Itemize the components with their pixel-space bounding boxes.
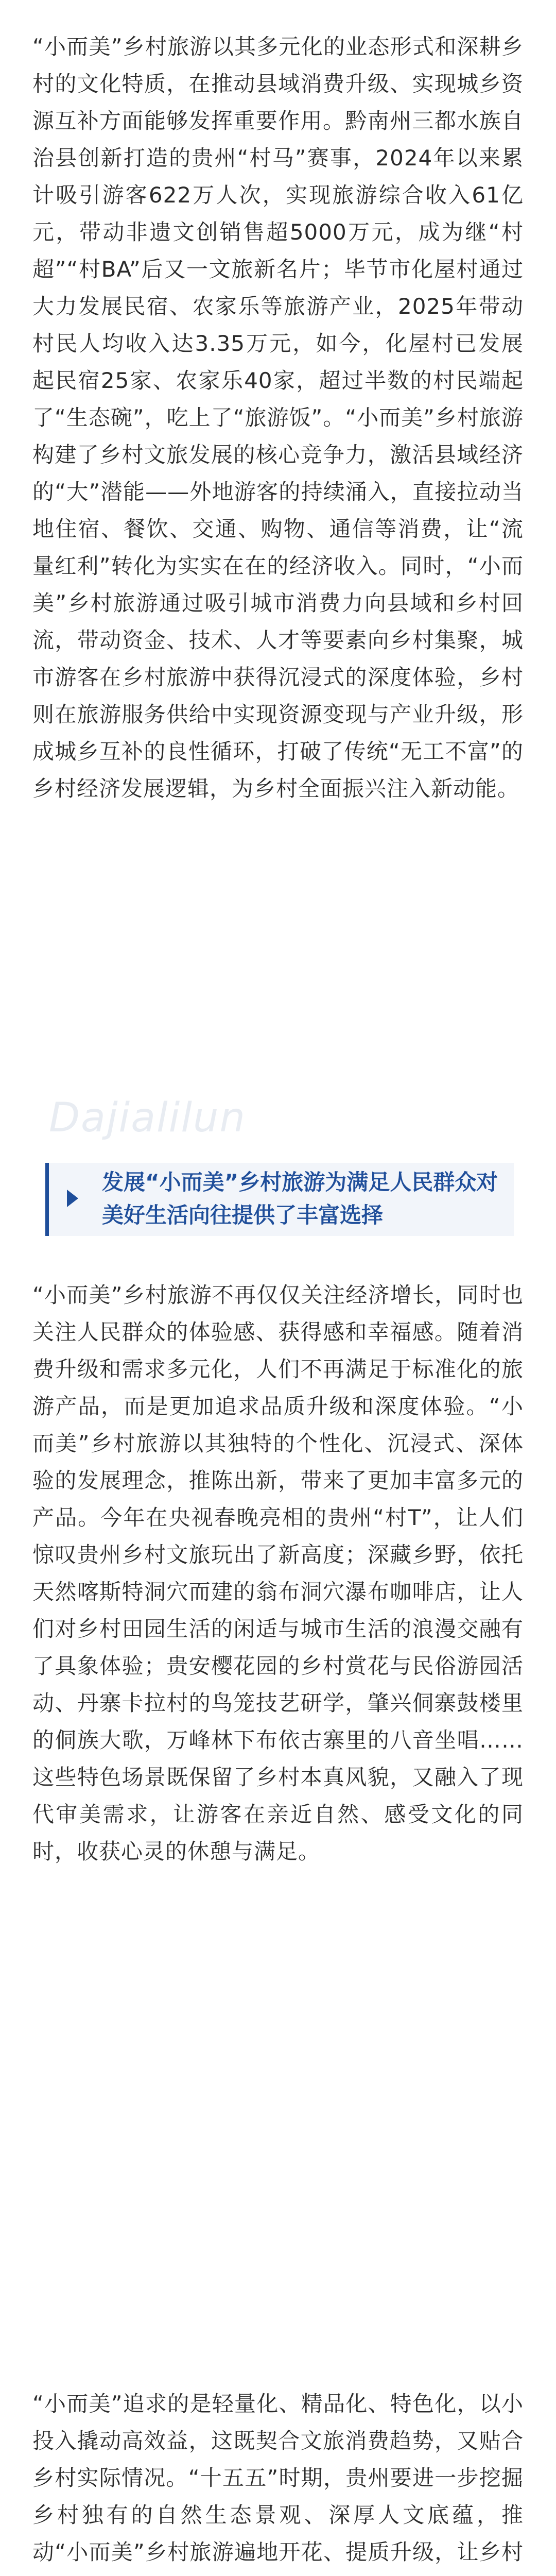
watermark-1: Dajialilun (49, 1095, 246, 1141)
paragraph-1: “小而美”乡村旅游以其多元化的业态形式和深耕乡村的文化特质，在推动县域消费升级、实现城乡资源互补方面能够发挥重要作用。黔南州三都水族自治县创新打造的贵州“村马”赛事，2024年以来累计吸引游客622万人次，实现旅游综合收入61亿元，带动非遗文创销售超5000万元，成为继“村超”“村BA”后又一文旅新名片；毕节市化屋村通过大力发展民宿、农家乐等旅游产业，2025年带动村民人均收入达3.35万元，如今，化屋村已发展起民宿25家、农家乐40家，超过半数的村民端起了“生态碗”，吃上了“旅游饭”。“小而美”乡村旅游构建了乡村文旅发展的核心竞争力，激活县域经济的“大”潜能——外地游客的持续涌入，直接拉动当地住宿、餐饮、交通、购物、通信等消费，让“流量红利”转化为实实在在的经济收入。同时，“小而美”乡村旅游通过吸引城市消费力向县域和乡村回流，带动资金、技术、人才等要素向乡村集聚，城市游客在乡村旅游中获得沉浸式的深度体验，乡村则在旅游服务供给中实现资源变现与产业升级，形成城乡互补的良性循环，打破了传统“无工不富”的乡村经济发展逻辑，为乡村全面振兴注入新动能。 (32, 34, 524, 801)
article-body-middle (32, 1277, 524, 1870)
paragraph-3: “小而美”追求的是轻量化、精品化、特色化，以小投入撬动高效益，这既契合文旅消费趋势，又贴合乡村实际情况。“十五五”时期，贵州要进一步挖掘乡村独有的自然生态景观、深厚人文底蕴，推动“小而美”乡村旅游遍地开花、提质升级，让乡村 (32, 2391, 524, 2565)
section-heading: 发展“小而美”乡村旅游为满足人民群众对美好生活向往提供了丰富选择 (102, 1170, 498, 1228)
chevron-right-icon (67, 1190, 78, 1207)
section-heading-bar (45, 1163, 49, 1236)
paragraph-2: “小而美”乡村旅游不再仅仅关注经济增长，同时也关注人民群众的体验感、获得感和幸福感。随着消费升级和需求多元化，人们不再满足于标准化的旅游产品，而是更加追求品质升级和深度体验。“小而美”乡村旅游以其独特的个性化、沉浸式、深体验的发展理念，推陈出新，带来了更加丰富多元的产品。今年在央视春晚亮相的贵州“村T”，让人们惊叹贵州乡村文旅玩出了新高度；深藏乡野，依托天然喀斯特洞穴而建的翁布洞穴瀑布咖啡店，让人们对乡村田园生活的闲适与城市生活的浪漫交融有了具象体验；贵安樱花园的乡村赏花与民俗游园活动、丹寨卡拉村的鸟笼技艺研学，肇兴侗寨鼓楼里的侗族大歌，万峰林下布依古寨里的八音坐唱……这些特色场景既保留了乡村本真风貌，又融入了现代审美需求，让游客在亲近自然、感受文化的同时，收获心灵的休憩与满足。 (32, 1282, 524, 1864)
article-body-top (32, 28, 524, 807)
article-body-bottom (32, 2385, 524, 2576)
section-heading-box (45, 1163, 514, 1236)
